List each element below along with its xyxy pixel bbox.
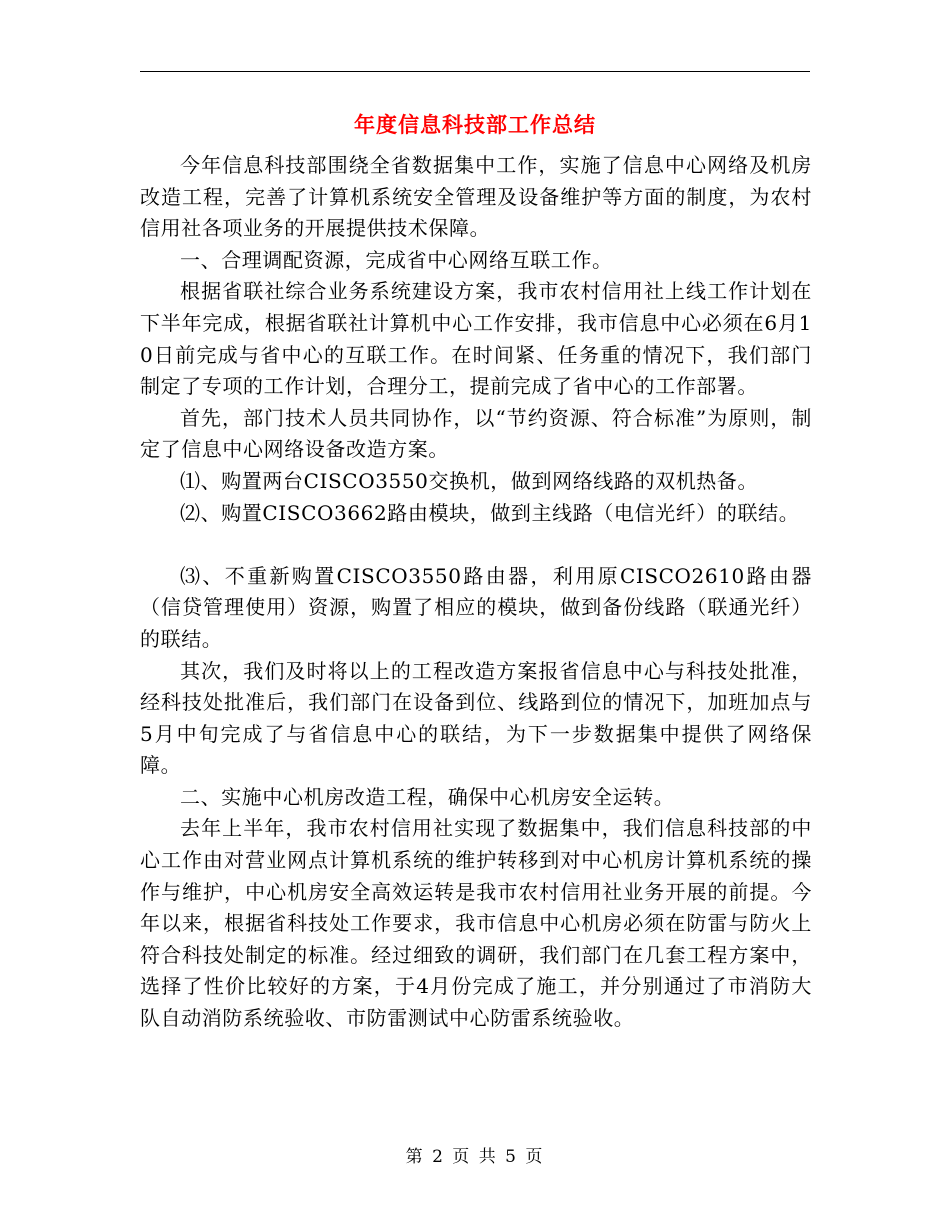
- header-rule: [140, 71, 810, 72]
- paragraph-first-step: 首先，部门技术人员共同协作，以“节约资源、符合标准”为原则，制定了信息中心网络设备改造方案。: [140, 405, 812, 462]
- document-body: [140, 150, 812, 1035]
- page-number: 第 2 页 共 5 页: [405, 1147, 545, 1167]
- paragraph-intro: 今年信息科技部围绕全省数据集中工作，实施了信息中心网络及机房改造工程，完善了计算机系统安全管理及设备维护等方面的制度，为农村信用社各项业务的开展提供技术保障。: [140, 153, 812, 241]
- document-title: 年度信息科技部工作总结: [354, 112, 596, 137]
- list-item-2: ⑵、购置CISCO3662路由模块，做到主线路（电信光纤）的联结。: [180, 500, 800, 525]
- section-heading-2: 二、实施中心机房改造工程，确保中心机房安全运转。: [180, 784, 675, 809]
- list-item-1: ⑴、购置两台CISCO3550交换机，做到网络线路的双机热备。: [180, 468, 759, 493]
- section-heading-1: 一、合理调配资源，完成省中心网络互联工作。: [180, 247, 613, 272]
- paragraph-network-plan: 根据省联社综合业务系统建设方案，我市农村信用社上线工作计划在下半年完成，根据省联社计算机中心工作安排，我市信息中心必须在6月10日前完成与省中心的互联工作。在时间紧、任务重的情况下，我们部门制定了专项的工作计划，合理分工，提前完成了省中心的工作部署。: [140, 279, 812, 399]
- list-item-3: ⑶、不重新购置CISCO3550路由器，利用原CISCO2610路由器（信贷管理使用）资源，购置了相应的模块，做到备份线路（联通光纤）的联结。: [140, 563, 812, 651]
- paragraph-machine-room: 去年上半年，我市农村信用社实现了数据集中，我们信息科技部的中心工作由对营业网点计算机系统的维护转移到对中心机房计算机系统的操作与维护，中心机房安全高效运转是我市农村信用社业务开展的前提。今年以来，根据省科技处工作要求，我市信息中心机房必须在防雷与防火上符合科技处制定的标准。经过细致的调研，我们部门在几套工程方案中，选择了性价比较好的方案，于4月份完成了施工，并分别通过了市消防大队自动消防系统验收、市防雷测试中心防雷系统验收。: [140, 816, 812, 1031]
- paragraph-second-step: 其次，我们及时将以上的工程改造方案报省信息中心与科技处批准，经科技处批准后，我们部门在设备到位、线路到位的情况下，加班加点与5月中旬完成了与省信息中心的联结，为下一步数据集中提供了网络保障。: [140, 658, 812, 778]
